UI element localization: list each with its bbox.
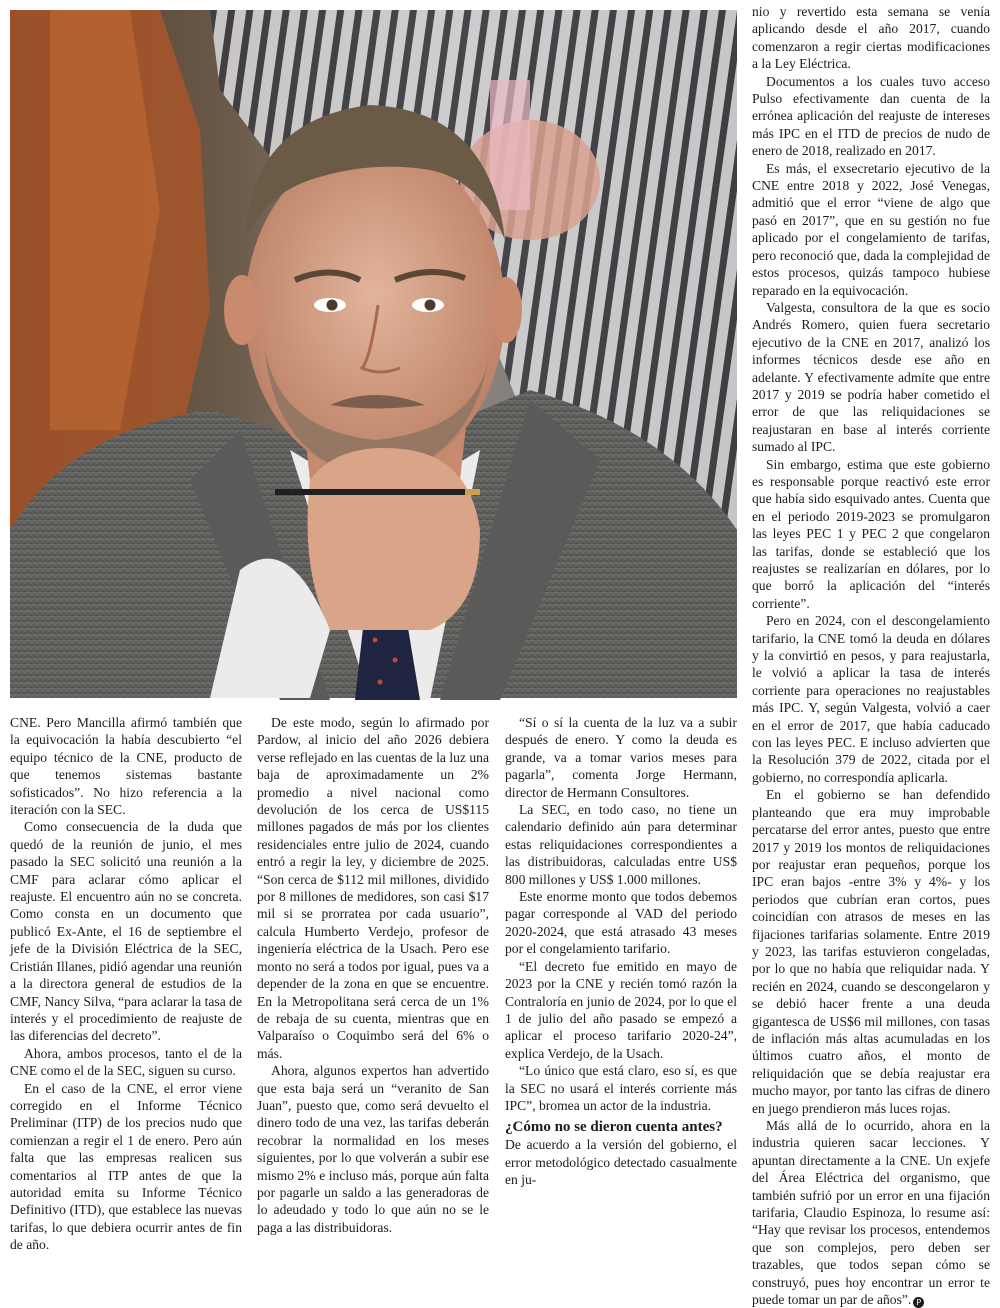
paragraph: “El decreto fue emitido en mayo de 2023 por la CNE y recién tomó razón la Contraloría en junio de 2024, por lo que el 1 de julio del año pasado se empezó a aplicar el proceso tarifario 2020-24”, explica Verdejo, de la Usach. bbox=[505, 958, 737, 1061]
article-column-3 bbox=[505, 714, 737, 1189]
paragraph: Es más, el exsecretario ejecutivo de la CNE entre 2018 y 2022, José Venegas, admitió que el error “viene de algo que pasó en 2017”, que en su gestión no fue aplicado por el congelamiento de tarifas, pero reconoció que, dada la complejidad de estos procesos, quizás tampoco hubiese reparado en la equivocación. bbox=[752, 160, 990, 298]
paragraph: De acuerdo a la versión del gobierno, el error metodológico detectado casualmente en ju- bbox=[505, 1137, 737, 1188]
paragraph: Sin embargo, estima que este gobierno es responsable porque reactivó este error que había sido esquivado antes. Cuenta que en el periodo 2019-2023 se promulgaron las leyes PEC 1 y PEC 2 que congelaron las tarifas, donde se estableció que los reajustes se realizarían en dólares, por lo que borró la aplicación del “interés corriente”. bbox=[752, 456, 990, 611]
paragraph: Como consecuencia de la duda que quedó de la reunión de junio, el mes pasado la SEC solicitó una reunión a la CMF para aclarar cómo aplicar el reajuste. El encuentro aún no se concreta. Como consta en un documento que publicó Ex-Ante, el 16 de septiembre el jefe de la División Eléctrica de la SEC, Cristián Illanes, pidió agendar una reunión a la directora general de estudios de la CMF, Nancy Silva, “para aclarar la tasa de interés y el procedimiento de reajuste de las diferencias del decreto”. bbox=[10, 819, 242, 1044]
paragraph-final bbox=[752, 1117, 990, 1308]
paragraph: En el gobierno se han defendido planteando que era muy improbable percatarse del error antes, puesto que entre 2017 y 2019 los montos de reliquidaciones por reajustar eran pequeños, porque los IPC eran bajos -entre 3% y 4%- y los periodos que cubrían eran cortos, pues coincidían con atrasos de meses en las fijaciones tarifarias solamente. Entre 2019 y 2023, las tarifas estuvieron congeladas, por lo que no había que reliquidar nada. Y recién en 2024, cuando se descongelaron y se debió hacer frente a una deuda gigantesca de US$6 mil millones, con tasas de inflación más altas acumuladas en los últimos cuatro años, el monto de reliquidación que se debía reajustar era mucho mayor, por tanto las cifras de dinero en juego prendieron más luces rojas. bbox=[752, 787, 990, 1116]
paragraph-text: Más allá de lo ocurrido, ahora en la industria quieren sacar lecciones. Y apuntan directamente a la CNE. Un exjefe del Área Eléctrica del organismo, que también sufrió por un error en una fijación tarifaria, Claudio Espinoza, lo resume así: “Hay que revisar los procesos, entendemos que son complejos, pero deben ser trazables, que todos sepan cómo se construyó, pues hoy encontrar un error te puede tomar un par de años”. bbox=[752, 1118, 990, 1308]
section-heading: ¿Cómo no se dieron cuenta antes? bbox=[505, 1119, 723, 1136]
paragraph: Pero en 2024, con el descongelamiento tarifario, la CNE tomó la deuda en dólares y la convirtió en pesos, y para reajustarla, le volvió a aplicar la tasa de interés corriente para operaciones no reajustables más IPC. Y, según Valgesta, volvió a caer en el error de 2017, que había caducado con las leyes PEC. E incluso advierten que la Resolución 379 de 2022, citada por el gobierno, no correspondía aplicarla. bbox=[752, 613, 990, 785]
article-column-4 bbox=[752, 3, 990, 1308]
paragraph: Documentos a los cuales tuvo acceso Pulso efectivamente dan cuenta de la errónea aplicación del reajuste de intereses más IPC en el ITD de precios de nudo de enero de 2018, realizado en 2017. bbox=[752, 73, 990, 159]
paragraph: Este enorme monto que todos debemos pagar corresponde al VAD del periodo 2020-2024, que está atrasado 43 meses por el congelamiento tarifario. bbox=[505, 889, 737, 957]
paragraph: En el caso de la CNE, el error viene corregido en el Informe Técnico Preliminar (ITP) de los precios nudo que comienzan a regir el 1 de enero. Pero aún falta que las empresas realicen sus comentarios al ITP antes de que la autoridad emita su Informe Técnico Definitivo (ITD), que establece las nuevas tarifas, lo que debiera ocurrir antes de fin de año. bbox=[10, 1080, 242, 1253]
end-of-article-icon: P bbox=[913, 1297, 924, 1308]
article-column-2 bbox=[257, 714, 489, 1236]
portrait-illustration bbox=[10, 10, 737, 698]
article-column-1 bbox=[10, 714, 242, 1254]
article-photo bbox=[10, 10, 737, 698]
paragraph: CNE. Pero Mancilla afirmó también que la equivocación la había descubierto “el equipo técnico de la CNE, producto de que tenemos sistemas bastante sofisticados”. No hizo referencia a la iteración con la SEC. bbox=[10, 715, 242, 818]
paragraph: La SEC, en todo caso, no tiene un calendario definido aún para determinar estas reliquidaciones correspondientes a las distribuidoras, calculadas entre US$ 800 millones y US$ 1.000 millones. bbox=[505, 802, 737, 887]
paragraph: Ahora, algunos expertos han advertido que esta baja será un “veranito de San Juan”, puesto que, como será devuelto el dinero todo de una vez, las tarifas deberán recobrar la normalidad en los meses siguientes, por lo que volverán a subir ese mismo 2% e incluso más, porque aún falta por pagarle un saldo a las generadoras de lo adeudado y todo lo que aún no se le paga a las distribuidoras. bbox=[257, 1063, 489, 1235]
paragraph: “Sí o sí la cuenta de la luz va a subir después de enero. Y como la deuda es grande, va a tomar varios meses para pagarla”, comenta Jorge Hermann, director de Hermann Consultores. bbox=[505, 715, 737, 800]
paragraph: De este modo, según lo afirmado por Pardow, al inicio del año 2026 debiera verse reflejado en las cuentas de la luz una baja de aproximadamente un 2% promedio a nivel nacional como devolución de los cerca de US$115 millones pagados de más por los clientes residenciales entre julio de 2024, cuando entró a regir la ley, y diciembre de 2025. “Son cerca de $112 mil millones, dividido por 8 millones de medidores, son casi $17 mil si se prorratea por cada usuario”, calcula Humberto Verdejo, profesor de ingeniería eléctrica de la Usach. Pero ese monto no será a todos por igual, pues va a depender de la zona en que se encuentre. En la Metropolitana será cerca de un 1% de rebaja de su cuenta, mientras que en Valparaíso o Coquimbo será del 6% o más. bbox=[257, 715, 489, 1061]
paragraph: Valgesta, consultora de la que es socio Andrés Romero, quien fuera secretario ejecutivo de la CNE en 2017, analizó los informes técnicos desde ese año en adelante. Y efectivamente admite que entre 2017 y 2019 se podría haber cometido el error de que las reliquidaciones se reajustaran en base al interés corriente sumado al IPC. bbox=[752, 299, 990, 455]
paragraph: nio y revertido esta semana se venía aplicando desde el año 2017, cuando comenzaron a regir ciertas modificaciones a la Ley Eléctrica. bbox=[752, 4, 990, 72]
paragraph: “Lo único que está claro, eso sí, es que la SEC no usará el interés corriente más IPC”, bromea un actor de la industria. bbox=[505, 1063, 737, 1113]
paragraph: Ahora, ambos procesos, tanto el de la CNE como el de la SEC, siguen su curso. bbox=[10, 1045, 242, 1079]
